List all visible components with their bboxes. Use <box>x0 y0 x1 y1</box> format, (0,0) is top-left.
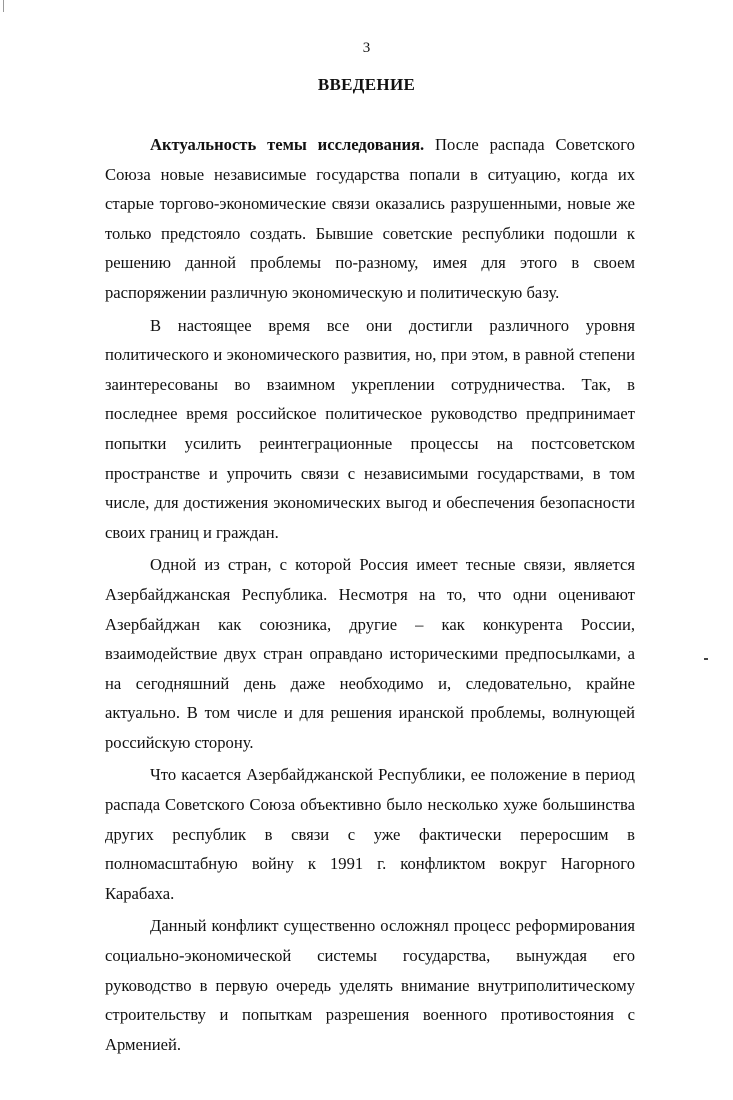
section-heading: ВВЕДЕНИЕ <box>317 75 416 94</box>
paragraph-lead: Актуальность темы исследования. <box>150 135 425 154</box>
paragraph-2: В настоящее время все они достигли различного уровня политического и экономического развития, но, при этом, в равной степени заинтересованы во взаимном укреплении сотрудничества. Так, в последнее время российское политическое руководство предпринимает попытки усилить реинтеграционные процессы на постсоветском пространстве и упрочить связи с независимыми государствами, в том числе, для достижения экономических выгод и обеспечения безопасности своих границ и граждан. <box>105 315 635 542</box>
margin-mark <box>704 658 708 660</box>
paragraph-4: Что касается Азербайджанской Республики, ее положение в период распада Советского Союза объективно было несколько хуже большинства других республик в связи с уже фактически переросшим в полномасштабную войну к 1991 г. конфликтом вокруг Нагорного Карабаха. <box>105 765 635 903</box>
paragraph-5: Данный конфликт существенно осложнял процесс реформирования социально-экономической системы государства, вынуждая его руководство в первую очередь уделять внимание внутриполитическому строительству и попыткам разрешения военного противостояния с Арменией. <box>105 916 635 1054</box>
page-number: 3 <box>362 40 371 56</box>
paragraph-text: После распада Советского Союза новые независимые государства попали в ситуацию, когда их старые торгово-экономические связи оказались разрушенными, новые же только предстояло создать. Бывшие советские республики подошли к решению данной проблемы по-разному, имея для этого в своем распоряжении различную экономическую и политическую базу. <box>105 135 635 302</box>
body-text <box>105 130 635 1062</box>
scan-edge-mark <box>3 0 4 12</box>
paragraph-3: Одной из стран, с которой Россия имеет тесные связи, является Азербайджанская Республика. Несмотря на то, что одни оценивают Азербайджан как союзника, другие – как конкурента России, взаимодействие двух стран оправдано историческими предпосылками, а на сегодняшний день даже необходимо и, следовательно, крайне актуально. В том числе и для решения иранской проблемы, волнующей российскую сторону. <box>105 555 635 752</box>
paragraph-1 <box>105 130 635 308</box>
